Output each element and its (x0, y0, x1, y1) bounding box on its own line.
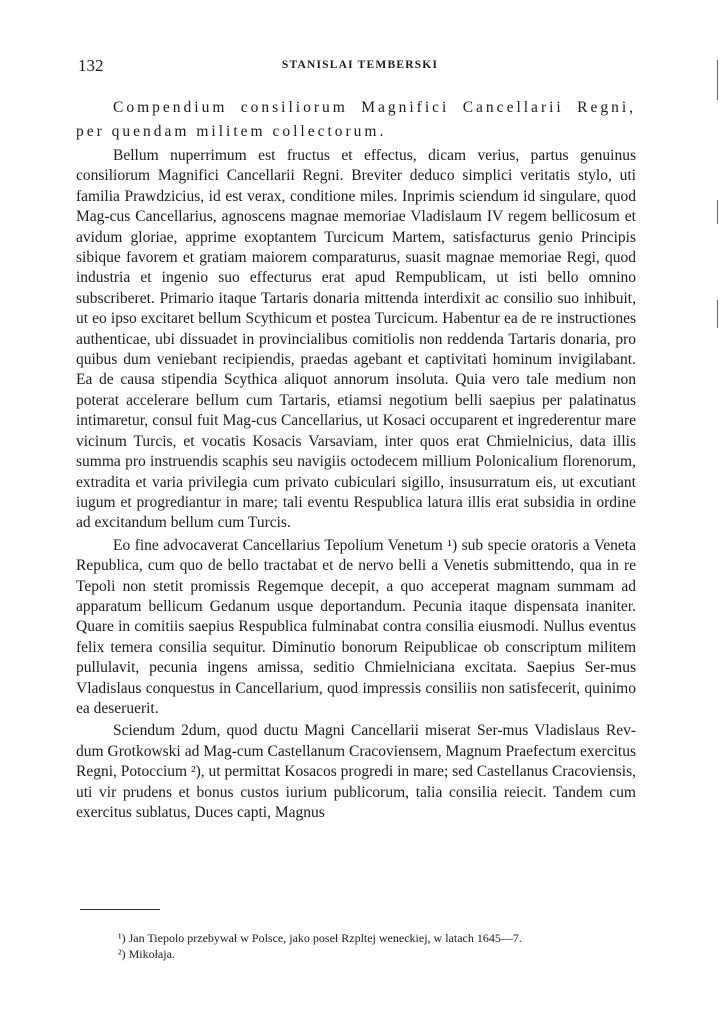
running-head: STANISLAI TEMBERSKI (281, 59, 439, 71)
section-title: Compendium consiliorum Magnifici Cancellarii Regni, per quendam militem collectorum. (76, 99, 636, 140)
page-number: 132 (78, 56, 104, 75)
scan-edge-mark (717, 300, 718, 328)
paragraph-3: Sciendum 2dum, quod ductu Magni Cancellarii miserat Ser-mus Vladislaus Rev-dum Grotkowski ad Mag-cum Castellanum Cracoviensem, Magnum Praefectum exercitus Regni, Potoccium ²), ut permittat Kosacos progredi in mare; sed Castellanus Cracoviensis, uti vir prudens et bonus custos iurium publicorum, talia consilia reiecit. Tandem cum exercitus sublatus, Duces capti, Magnus (76, 722, 636, 821)
scan-edge-mark (717, 60, 718, 100)
footnote-2: ²) Mikołaja. (118, 947, 175, 961)
page-header (0, 56, 720, 82)
paragraph-1: Bellum nuperrimum est fructus et effectus, dicam verius, partus genuinus consiliorum Magnifici Cancellarii Regni. Breviter deduco simplici veritatis stylo, uti familia Prawdzicius, id est verax, conditione miles. Inprimis sciendum id singulare, quod Mag-cus Cancellarius, agnoscens magnae memoriae Vladislaum IV regem bellicosum et avidum gloriae, apprime exoptantem Turcicum Martem, satisfacturus genio Principis sibique favorem et gratiam maiorem comparaturus, suasit magnae memoriae Regi, quod industria et ingenio suo effecturus erat apud Rempublicam, ut isti bello omnino subscriberet. Primario itaque Tartaris donaria mittenda interdixit ac consilio suo inhibuit, ut eo ipso excitaret bellum Scythicum et postea Turcicum. Habentur ea de re instructiones authenticae, ubi dissuadet in provincialibus comitiolis non reddenda Tartaris donaria, pro quibus dum veniebant recipiendis, praedas agebant et captivitati hominum invigilabant. Ea de causa stipendia Scythica aliquot annorum insoluta. Quia vero tale medium non poterat accelerare bellum cum Tartaris, etiamsi negotium belli saepius per palatinatus intimaretur, consul fuit Mag-cus Cancellarius, ut Kosaci occuparent et ingrederentur mare vicinum Turcis, et vocatis Kosacis Varsaviam, inter quos erat Chmielnicius, data illis summa pro instruendis scaphis seu navigiis octodecem millium Polonicalium florenorum, extradita et varia privilegia cum privato cubiculari sigillo, insusurratum eis, ut excutiant iugum et progrediantur in mare; tali eventu Respublica latura illis erat subsidia in ordine ad excitandum bellum cum Turcis. (76, 147, 636, 532)
footnotes (118, 930, 638, 962)
paragraph-2: Eo fine advocaverat Cancellarius Tepolium Venetum ¹) sub specie oratoris a Veneta Republica, cum quo de bello tractabat et de nervo belli a Venetis submittendo, qua in re Tepoli non stetit promissis Regemque decepit, a quo acceperat magnam summam ad apparatum bellicum Gedanum usque deportandum. Pecunia itaque dispensata inaniter. Quare in comitiis saepius Respublica fulminabat contra consilia eiusmodi. Nullus eventus felix temera consilia sequitur. Diminutio bonorum Reipublicae ob conscriptum militem pullulavit, pecunia ingens amissa, seditio Chmielniciana excitata. Saepius Ser-mus Vladislaus conquestus in Cancellarium, quod impressis consiliis non satisfecerit, quinimo ea deseruerit. (76, 536, 636, 717)
footnote-1: ¹) Jan Tiepolo przebywał w Polsce, jako poseł Rzpltej weneckiej, w latach 1645—7. (118, 931, 522, 945)
footnote-separator (80, 909, 160, 910)
scan-edge-mark (717, 200, 718, 224)
main-text (76, 96, 636, 825)
